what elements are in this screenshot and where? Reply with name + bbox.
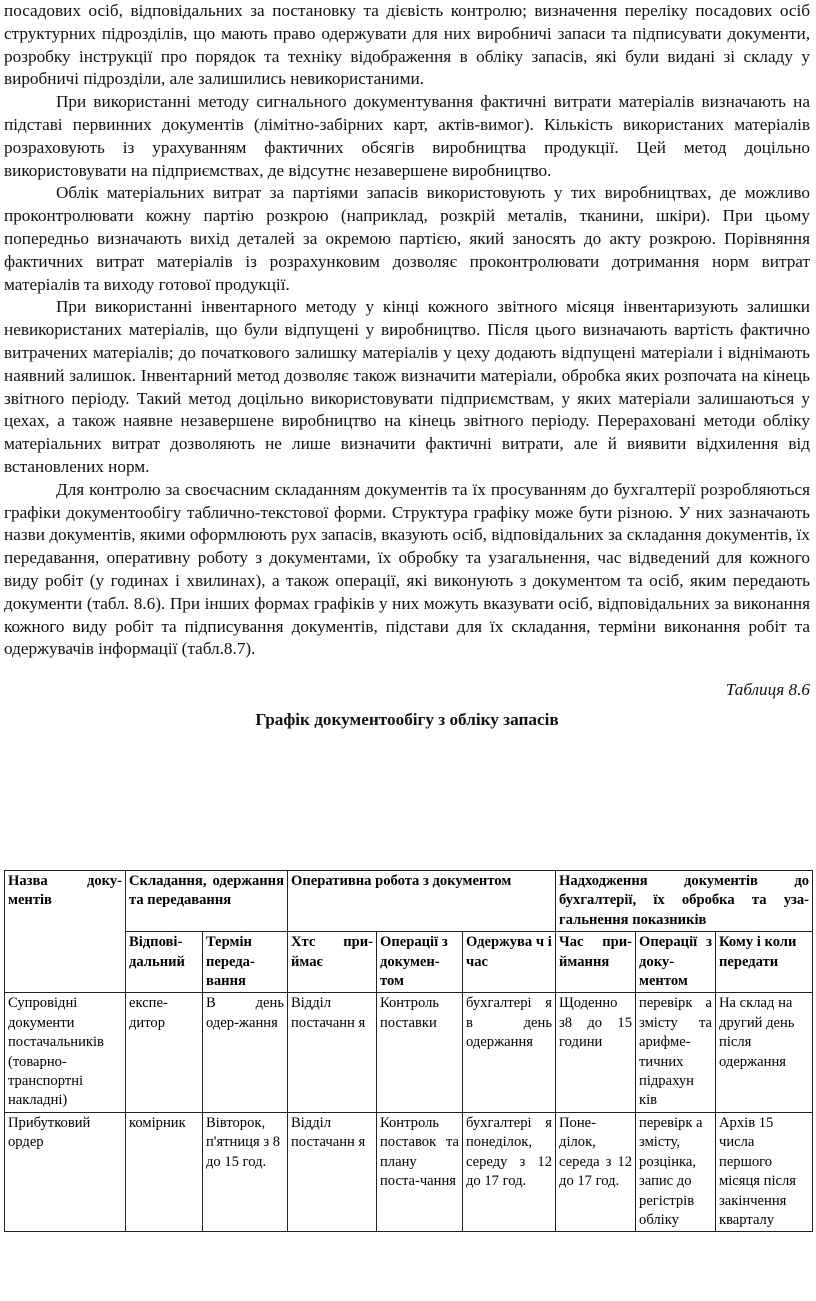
table-header-row-2: [5, 932, 813, 993]
cell-name: Супровідні документи постачальників (товарно-транспортні накладні): [5, 993, 126, 1112]
header-recipient-time: Одержува ч і час: [463, 932, 556, 993]
paragraph-3: Облік матеріальних витрат за партіями запасів використовують у тих виробництвах, де можливо проконтролювати кожну партію розкрою (наприклад, розкрій металів, тканини, шкіри). При цьому попередньо визначають вихід деталей за окремою партією, який заносять до акту розкрою. Порівняння фактичних витрат матеріалів із розрахунковим дозволяє проконтролювати дотримання норм витрат матеріалів та виходу готової продукції.: [4, 183, 810, 294]
cell-operations: Контроль поставки: [377, 993, 463, 1112]
header-who-receives: Хтс при-ймає: [288, 932, 377, 993]
cell-responsible: комірник: [126, 1112, 203, 1231]
document-flow-table: [4, 870, 813, 1232]
cell-operations: Контроль поставок та плану поста-чання: [377, 1112, 463, 1231]
header-responsible: Відпові-дальний: [126, 932, 203, 993]
cell-recipient-time: бухгалтері я в день одержання: [463, 993, 556, 1112]
paragraph-5: Для контролю за своєчасним складанням документів та їх просуванням до бухгалтерії розробляються графіки документообігу таблично-текстової форми. Структура графіку може бути різною. У них зазначають назви документів, якими оформлюють рух запасів, вказують осіб, відповідальних за складання документів, їх передавання, оперативну роботу з документами, їх обробку та узагальнення, час відведений для кожного виду робіт (у годинах і хвилинах), а також операції, які виконують з документом та осіб, яким передають документи (табл. 8.6). При інших формах графіків у них можуть вказувати осіб, відповідальних за виконання кожного виду робіт та підписування документів, підстави для їх складання, терміни виконання робіт та одержувачів інформації (табл.8.7).: [4, 479, 810, 659]
paragraph-4: При використанні інвентарного методу у кінці кожного звітного місяця інвентаризують залишки невикористаних матеріалів, що були відпущені у виробництво. Після цього визначають вартість фактично витрачених матеріалів; до початкового залишку матеріалів у цеху додають відпущені матеріали і віднімають наявний залишок. Інвентарний метод дозволяє також визначити матеріали, обробка яких розпочата на кінець звітного періоду. Такий метод доцільно використовувати підприємствам, у яких матеріали залишаються у цехах, а також наявне незавершене виробництво на кінець звітного періоду. Перераховані методи обліку матеріальних витрат дозволяють не лише визначити фактичні витрати, але й виявити відхилення від встановлених норм.: [4, 297, 810, 476]
cell-receive-time: Щоденно з8 до 15 години: [556, 993, 636, 1112]
header-to-whom: Кому і коли передати: [716, 932, 813, 993]
table-title: Графік документообігу з обліку запасів: [255, 710, 559, 730]
header-doc-operations: Операції з доку-ментом: [636, 932, 716, 993]
header-receive-time: Час при-ймання: [556, 932, 636, 993]
paragraph-2: При використанні методу сигнального документування фактичні витрати матеріалів визначають на підставі первинних документів (лімітно-забірних карт, актів-вимог). Кількість використаних матеріалів розраховують із урахуванням фактичних обсягів виробництва продукції. Цей метод доцільно використовувати на підприємствах, де відсутнє незавершене виробництво.: [4, 92, 810, 180]
cell-doc-operations: перевірк а змісту, розцінка, запис до регістрів обліку: [636, 1112, 716, 1231]
cell-receive-time: Поне-ділок, середа з 12 до 17 год.: [556, 1112, 636, 1231]
cell-term: Вівторок, п'ятниця з 8 до 15 год.: [203, 1112, 288, 1231]
header-term: Термін переда-вання: [203, 932, 288, 993]
paragraph-1: посадових осіб, відповідальних за постановку та дієвість контролю; визначення переліку посадових осіб структурних підрозділів, що мають право одержувати для них виробничі запаси та підписувати документи, розробку інструкції про порядок та техніку відображення в обліку запасів, які були видані зі складу у виробничі підрозділи, але залишились невикористаними.: [4, 1, 810, 89]
cell-who-receives: Відділ постачанн я: [288, 993, 377, 1112]
cell-who-receives: Відділ постачанн я: [288, 1112, 377, 1231]
header-preparation: Складання, одержання та передавання: [126, 871, 288, 932]
header-operative-work: Оперативна робота з документом: [288, 871, 556, 932]
cell-recipient-time: бухгалтері я понеділок, середу з 12 до 17 год.: [463, 1112, 556, 1231]
header-operations: Операції з докумен-том: [377, 932, 463, 993]
cell-to-whom: Архів 15 числа першого місяця після закінчення кварталу: [716, 1112, 813, 1231]
header-document-name: Назва доку-ментів: [5, 871, 126, 993]
cell-term: В день одер-жання: [203, 993, 288, 1112]
table-row: [5, 993, 813, 1112]
table-row: [5, 1112, 813, 1231]
table-header-row-1: [5, 871, 813, 932]
table-caption: Таблиця 8.6: [725, 680, 810, 700]
cell-name: Прибутковий ордер: [5, 1112, 126, 1231]
cell-doc-operations: перевірк а змісту та арифме-тичних підрахун ків: [636, 993, 716, 1112]
header-accounting: Надходження документів до бухгалтерії, їх обробка та уза-гальнення показників: [556, 871, 813, 932]
cell-to-whom: На склад на другий день після одержання: [716, 993, 813, 1112]
cell-responsible: експе-дитор: [126, 993, 203, 1112]
